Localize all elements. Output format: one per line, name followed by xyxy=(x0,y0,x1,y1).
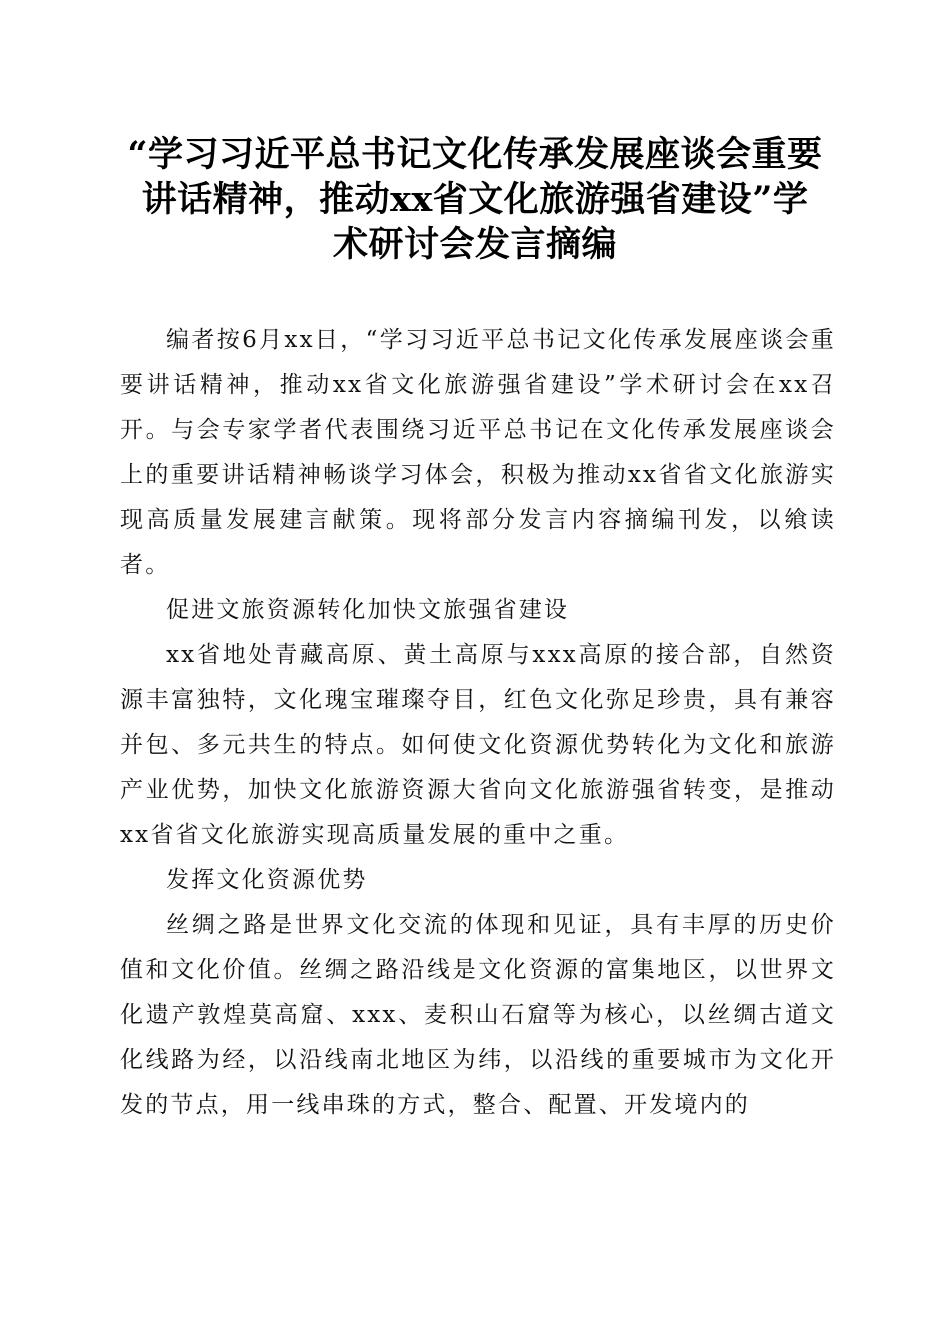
editor-note-paragraph: 编者按6月xx日，“学习习近平总书记文化传承发展座谈会重要讲话精神，推动xx省文化旅游强省建设”学术研讨会在xx召开。与会专家学者代表围绕习近平总书记在文化传承发展座谈会上的重要讲话精神畅谈学习体会，积极为推动xx省省文化旅游实现高质量发展建言献策。现将部分发言内容摘编刊发，以飨读者。 xyxy=(120,327,836,578)
title-line: 术研讨会发言摘编 xyxy=(332,224,617,265)
title-line: 讲话精神，推动xx省文化旅游强省建设”学 xyxy=(141,179,809,220)
section-heading: 发挥文化资源优势 xyxy=(166,867,368,893)
body-paragraph: xx省地处青藏高原、黄土高原与xxx高原的接合部，自然资源丰富独特，文化瑰宝璀璨夺目，红色文化弥足珍贵，具有兼容并包、多元共生的特点。如何使文化资源优势转化为文化和旅游产业优势，加快文化旅游资源大省向文化旅游强省转变，是推动xx省省文化旅游实现高质量发展的重中之重。 xyxy=(120,642,836,848)
body-paragraph: 丝绸之路是世界文化交流的体现和见证，具有丰厚的历史价值和文化价值。丝绸之路沿线是文化资源的富集地区，以世界文化遗产敦煌莫高窟、xxx、麦积山石窟等为核心，以丝绸古道文化线路为经，以沿线南北地区为纬，以沿线的重要城市为文化开发的节点，用一线串珠的方式，整合、配置、开发境内的 xyxy=(120,912,836,1118)
section-heading: 促进文旅资源转化加快文旅强省建设 xyxy=(166,597,570,623)
title-line: “学习习近平总书记文化传承发展座谈会重要 xyxy=(127,134,823,175)
document-body xyxy=(120,318,836,1128)
document-title xyxy=(110,132,840,267)
